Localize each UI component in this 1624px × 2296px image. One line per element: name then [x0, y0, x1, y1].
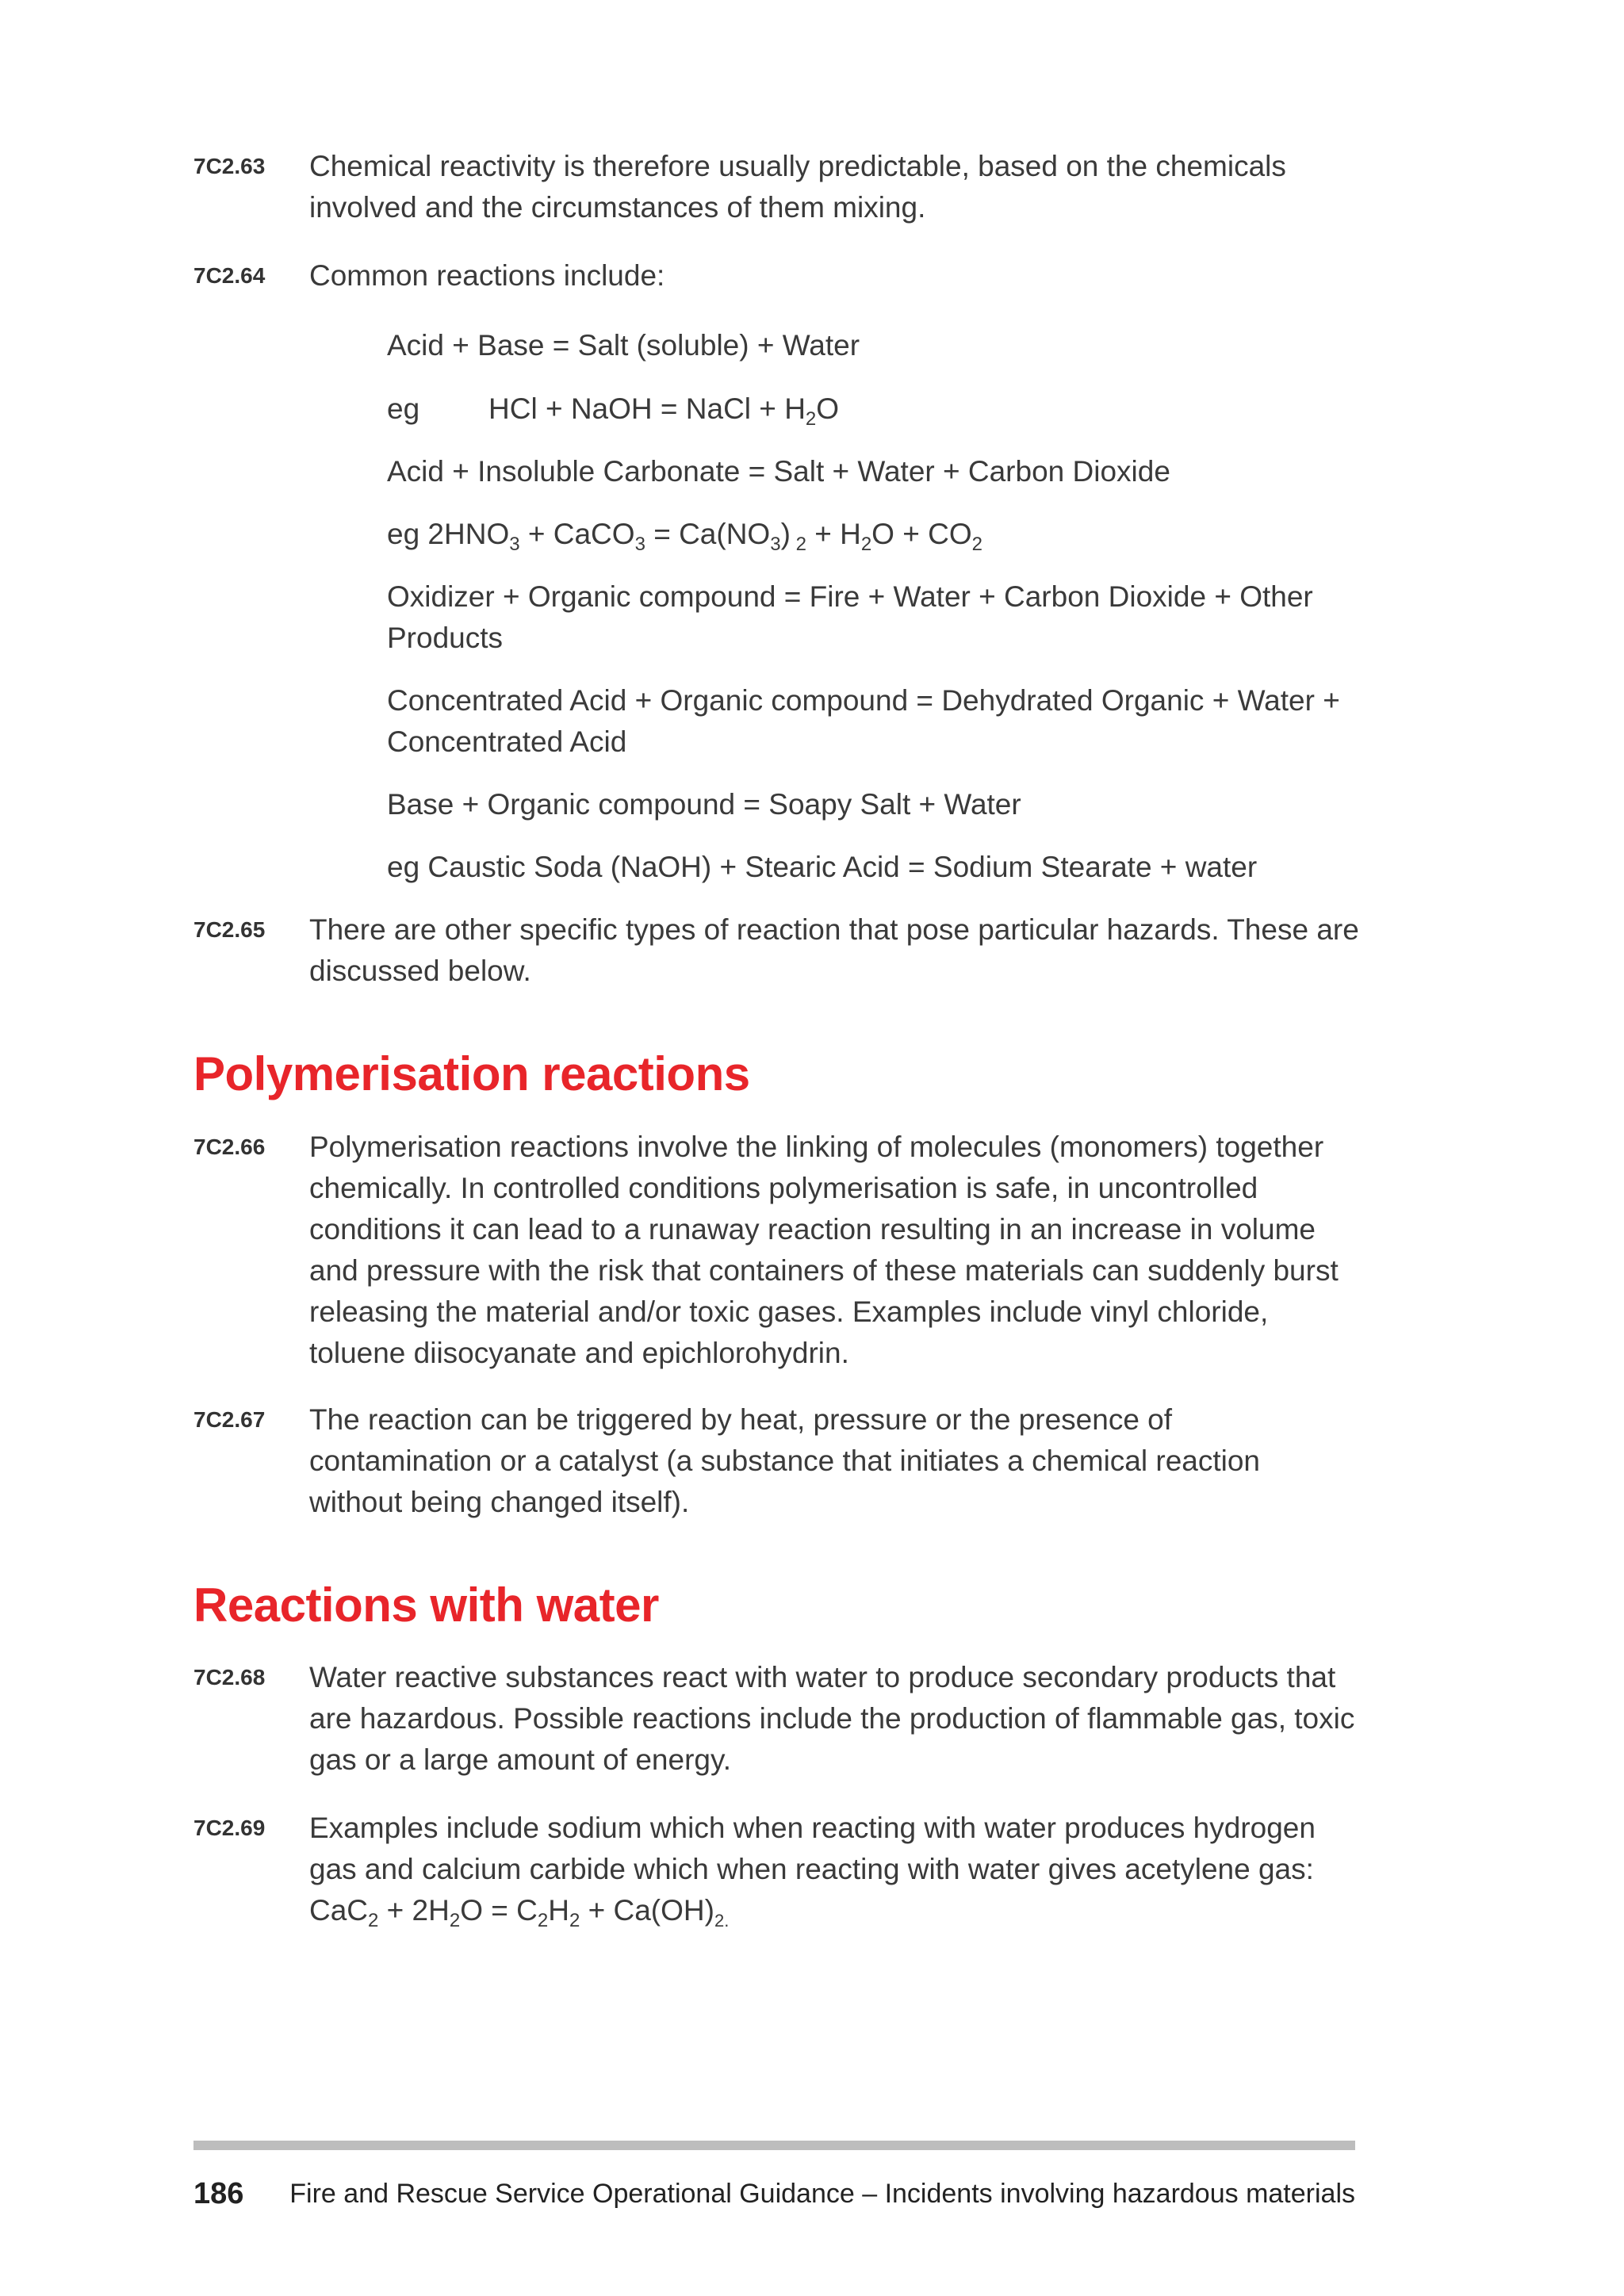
reaction-acid-base: Acid + Base = Salt (soluble) + Water	[387, 329, 860, 362]
footer-divider	[193, 2141, 1355, 2150]
chemical-formula: $CaC_2 + 2H_2O = C_2H_2 + Ca(OH)_{2.}$	[309, 1894, 730, 1931]
paragraph-7c2-63	[193, 146, 1359, 228]
paragraph-text: Water reactive substances react with water to produce secondary products that are hazardous. Possible reactions include the production of flammable gas, toxic gas or a large amount of energy.	[309, 1661, 1355, 1776]
paragraph-text: There are other specific types of reaction that pose particular hazards. These are discussed below.	[309, 913, 1359, 987]
paragraph-text: Common reactions include:	[309, 259, 665, 292]
paragraph-number: 7C2.64	[193, 263, 266, 288]
reaction-example-hno3: eg $2HNO_3$ + CaCO$_3$ = $Ca(NO_3) _2 + H_2O + CO_2$	[387, 518, 982, 555]
paragraph-text: Polymerisation reactions involve the linking of molecules (monomers) together chemically. In controlled conditions polymerisation is safe, in uncontrolled conditions it can lead to a runaway reaction resulting in an increase in volume and pressure with the risk that containers of these materials can suddenly burst releasing the material and/or toxic gases. Examples include vinyl chloride, toluene diisocyanate and epichlorohydrin.	[309, 1131, 1339, 1369]
paragraph-7c2-69	[193, 1808, 1359, 1931]
page-number: 186	[193, 2177, 244, 2210]
paragraph-number: 7C2.63	[193, 154, 266, 178]
paragraph-number: 7C2.67	[193, 1407, 266, 1432]
example-label: eg	[387, 392, 420, 425]
paragraph-text: Examples include sodium which when reacting with water produces hydrogen gas and calcium carbide which when reacting with water gives acetylene gas:	[309, 1812, 1316, 1885]
paragraph-text: The reaction can be triggered by heat, pressure or the presence of contamination or a catalyst (a substance that initiates a chemical reaction without being changed itself).	[309, 1403, 1261, 1518]
paragraph-number: 7C2.65	[193, 917, 266, 942]
section-heading-polymerisation: Polymerisation reactions	[193, 1047, 750, 1100]
paragraph-7c2-66	[193, 1127, 1359, 1374]
paragraph-number: 7C2.68	[193, 1665, 266, 1689]
reaction-concentrated-acid: Concentrated Acid + Organic compound = Dehydrated Organic + Water + Concentrated Acid	[387, 684, 1340, 758]
reaction-oxidizer: Oxidizer + Organic compound = Fire + Water + Carbon Dioxide + Other Products	[387, 580, 1313, 654]
paragraph-7c2-65	[193, 909, 1359, 992]
paragraph-7c2-67	[193, 1399, 1359, 1523]
reaction-example-hcl: eg HCl + NaOH = NaCl + $H_2O$	[387, 388, 1370, 430]
reaction-base-organic: Base + Organic compound = Soapy Salt + Water	[387, 788, 1021, 821]
paragraph-number: 7C2.69	[193, 1816, 266, 1840]
paragraph-text: Chemical reactivity is therefore usually predictable, based on the chemicals involved and the circumstances of them mixing.	[309, 150, 1286, 224]
reaction-acid-carbonate: Acid + Insoluble Carbonate = Salt + Water + Carbon Dioxide	[387, 455, 1170, 488]
paragraph-7c2-64	[193, 255, 1359, 297]
paragraph-7c2-68	[193, 1657, 1359, 1781]
section-heading-reactions-water: Reactions with water	[193, 1578, 659, 1632]
reaction-example-caustic-soda: eg Caustic Soda (NaOH) + Stearic Acid = Sodium Stearate + water	[387, 851, 1258, 883]
footer-document-title: Fire and Rescue Service Operational Guidance – Incidents involving hazardous materials	[289, 2179, 1355, 2209]
paragraph-number: 7C2.66	[193, 1135, 266, 1159]
